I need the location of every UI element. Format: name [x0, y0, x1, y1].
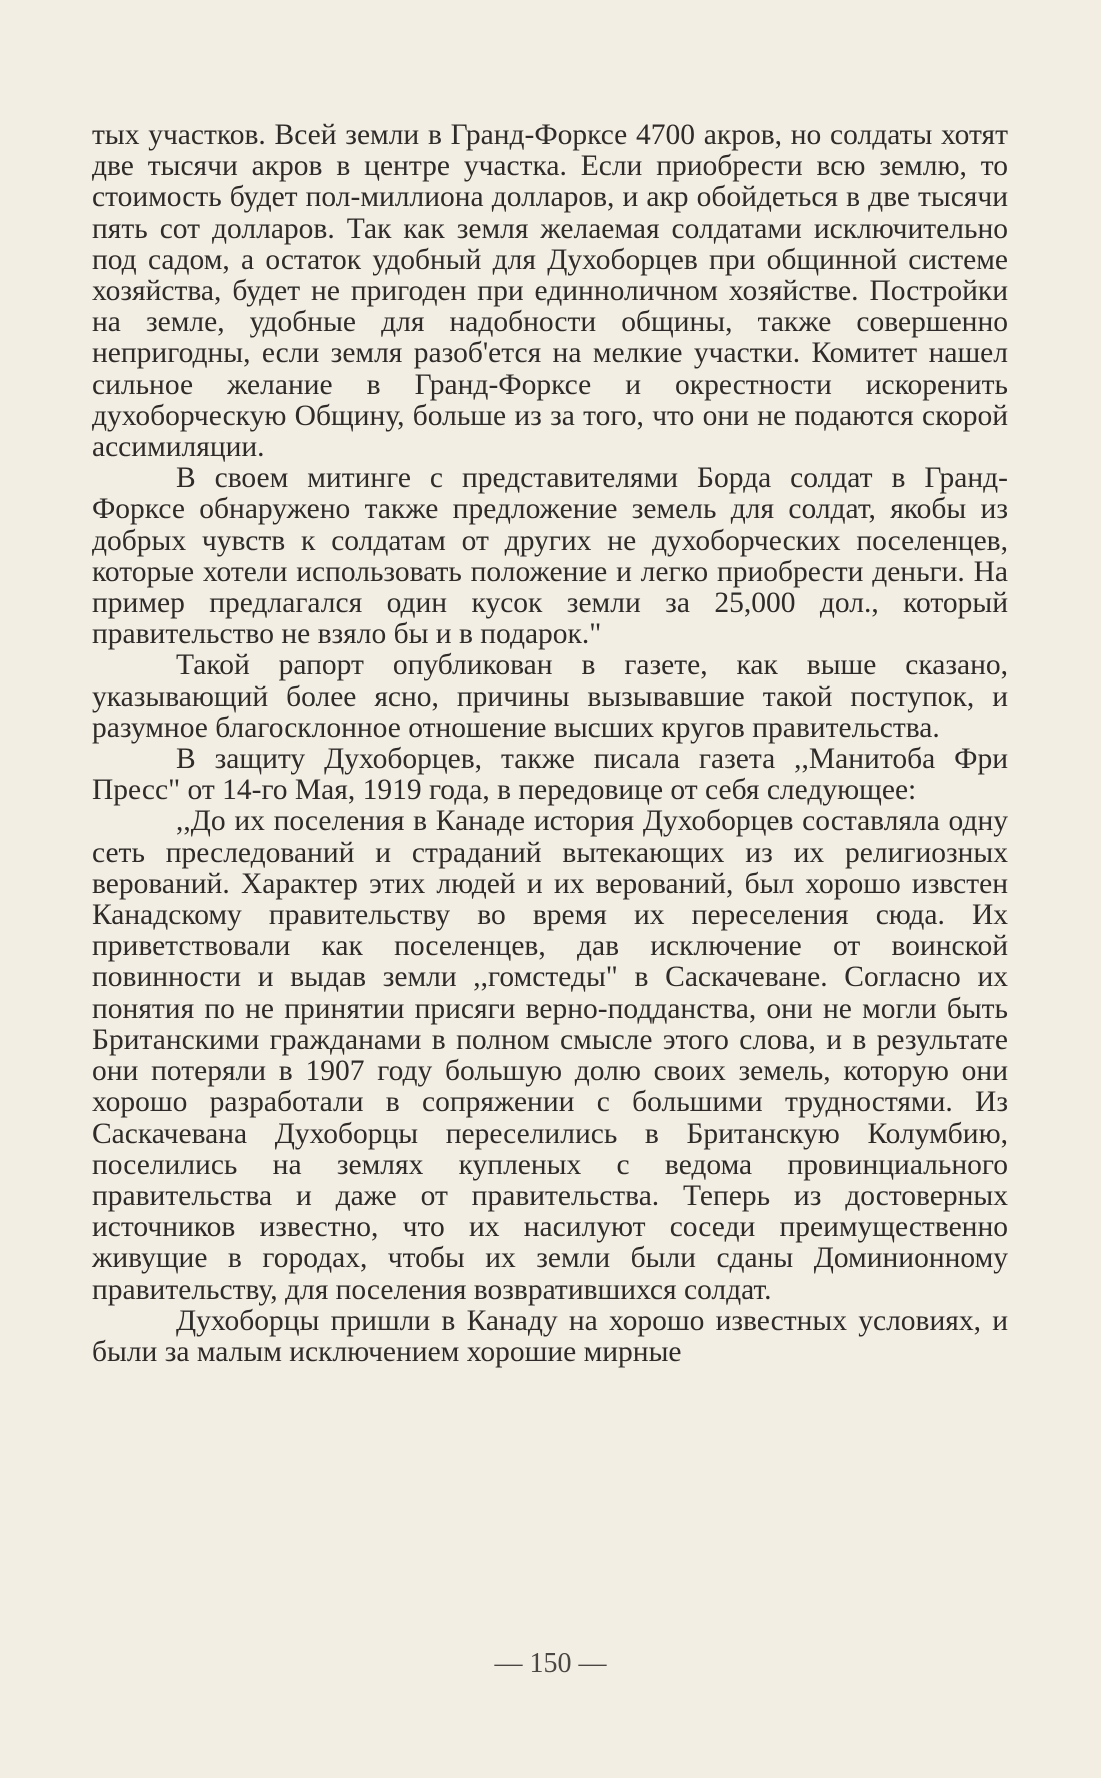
paragraph-doukhobors-came: Духоборцы пришли в Канаду на хорошо известных условиях, и были за малым исключением хорошие мирные [92, 1304, 1008, 1368]
page-number: — 150 — [494, 1648, 607, 1679]
paragraph-continuation: тых участков. Всей земли в Гранд-Форксе 4700 акров, но солдаты хотят две тысячи акров в центре участка. Если приобрести всю землю, то стоимость будет пол-миллиона долларов, и акр обойдеться в две тысячи пять сот долларов. Так как земля желаемая солдатами исключительно под садом, а остаток удобный для Духоборцев при общинной системе хозяйства, будет не пригоден при единноличном хозяйстве. Постройки на земле, удобные для надобности общины, также совершенно непригодны, если земля разоб'ется на мелкие участки. Комитет нашел сильное желание в Гранд-Форксе и окрестности искоренить духоборческую Общину, больше из за того, что они не подаются скорой ассимиляции. [92, 119, 1008, 464]
paragraph-free-press-intro: В защиту Духоборцев, также писала газета ,,Манитоба Фри Пресс" от 14-го Мая, 1919 года, в передовице от себя следующее: [92, 743, 1008, 807]
paragraph-editorial-quote: ,,До их поселения в Канаде история Духоборцев составляла одну сеть преследований и страданий вытекающих из их религиозных верований. Характер этих людей и их верований, был хорошо извстен Канадскому правительству во время их переселения сюда. Их приветствовали как поселенцев, дав исключение от воинской повинности и выдав земли ,,гомстеды" в Саскачеване. Согласно их понятия по не принятии присяги верно-подданства, они не могли быть Британскими гражданами в полном смысле этого слова, и в результате они потеряли в 1907 году большую долю своих земель, которую они хорошо разработали в сопряжении с большими трудностями. Из Саскачевана Духоборцы переселились в Британскую Колумбию, поселились на землях купленых с ведома провинциального правительства и даже от правительства. Теперь из достоверных источников известно, что их насилуют соседи преимущественно живущие в городах, чтобы их земли были сданы Доминионному правительству, для поселения возвратившихся солдат. [92, 805, 1008, 1306]
paragraph-report-published: Такой рапорт опубликован в газете, как выше сказано, указывающий более ясно, причины вызывавшие такой поступок, и разумное благосклонное отношение высших кругов правительства. [92, 649, 1008, 744]
body-text [92, 120, 1008, 1368]
paragraph-soldiers-board-meeting: В своем митинге с представителями Борда солдат в Гранд-Форксе обнаружено также предложение земель для солдат, якобы из добрых чувств к солдатам от других не духоборческих поселенцев, которые хотели использовать положение и легко приобрести деньги. На пример предлагался один кусок земли за 25,000 дол., который правительство не взяло бы и в подарок." [92, 462, 1008, 651]
